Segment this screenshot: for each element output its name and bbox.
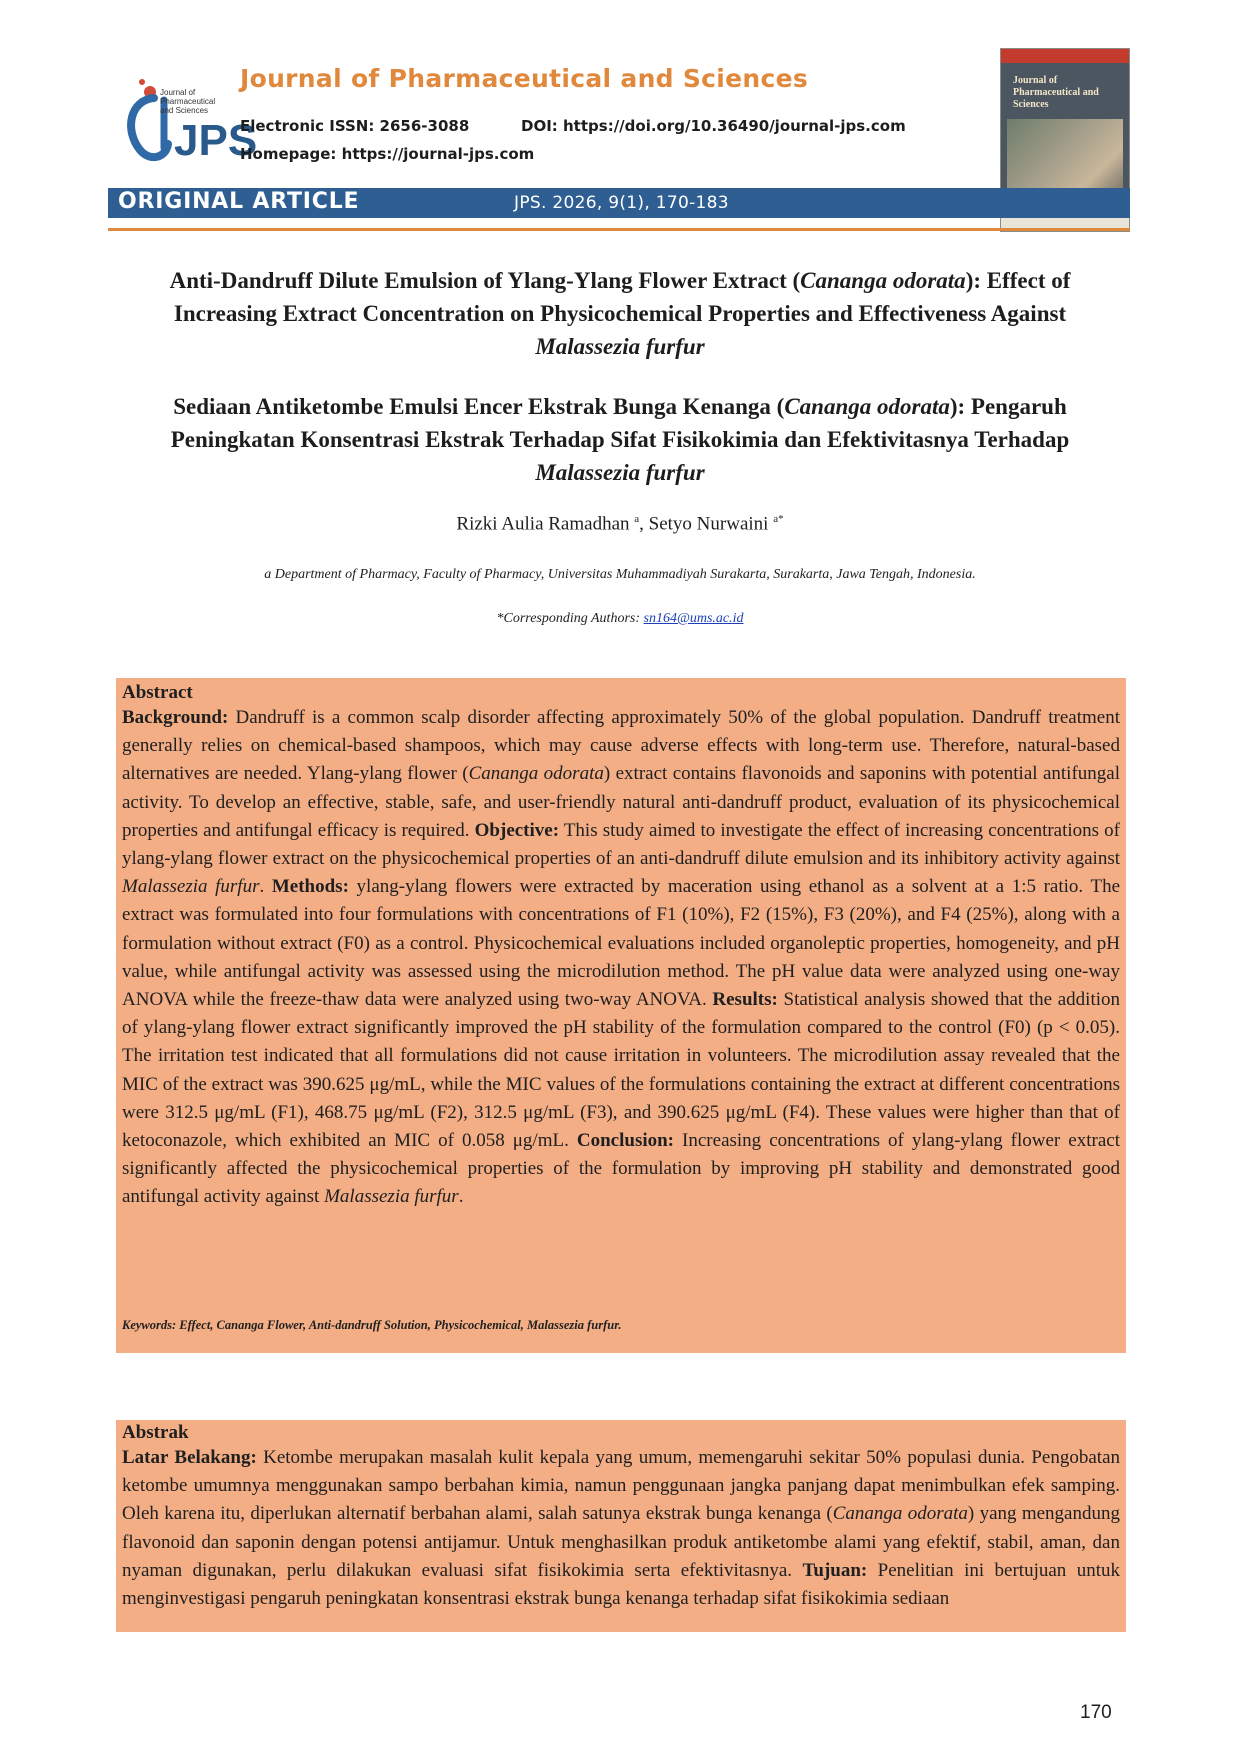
title-en-part1: Anti-Dandruff Dilute Emulsion of Ylang-Ylang Flower Extract ( <box>169 268 801 293</box>
abstract-text <box>122 704 1120 1212</box>
header-divider <box>108 228 1130 231</box>
corresponding-email-link[interactable]: sn164@ums.ac.id <box>643 611 744 626</box>
author-affiliation-mark: a* <box>773 513 784 525</box>
methods-label: Methods: <box>271 876 349 898</box>
background-text: Dandruff is a common scalp disorder affecting approximately 50% of the global population. Dandruff treatment generally relies on chemical-based shampoos, which may cause adverse effects with long-term use. Therefore, natural-based alternatives are needed. Ylang-ylang flower ( <box>122 707 1120 785</box>
background-text: ) extract contains flavonoids and saponins with potential antifungal activity. To develop an effective, stable, safe, and user-friendly natural anti-dandruff product, evaluation of its physicochemical properties and antifungal efficacy is required. <box>122 763 1120 841</box>
title-id-organism: Malassezia furfur <box>535 460 705 485</box>
conclusion-label: Conclusion: <box>576 1130 675 1152</box>
logo-small-text: Journal of Pharmaceutical and Sciences <box>160 88 216 115</box>
title-en-part2: ): Effect of Increasing Extract Concentration on Physicochemical Properties and Effectiveness Against <box>173 268 1071 326</box>
conclusion-text: . <box>458 1186 464 1208</box>
latar-belakang-text: Ketombe merupakan masalah kulit kepala yang umum, memengaruhi sekitar 50% populasi dunia. Pengobatan ketombe umumnya menggunakan sampo berbahan kimia, namun penggunaan jangka panjang dapat menimbulkan efek samping. Oleh karena itu, diperlukan alternatif berbahan alami, salah satunya ekstrak bunga kenanga ( <box>122 1447 1121 1525</box>
title-id-part2: ): Pengaruh Peningkatan Konsentrasi Ekstrak Terhadap Sifat Fisikokimia dan Efektivitasnya Terhadap <box>170 394 1070 452</box>
keywords-label: Keywords <box>122 1318 172 1332</box>
citation-reference: JPS. 2026, 9(1), 170-183 <box>514 193 729 213</box>
tujuan-text: Penelitian ini bertujuan untuk menginvestigasi pengaruh peningkatan konsentrasi ekstrak bunga kenanga terhadap sifat fisikokimia sediaan <box>122 1559 1120 1610</box>
cover-title: Journal of Pharmaceutical and Sciences <box>1013 75 1099 110</box>
article-type-label: ORIGINAL ARTICLE <box>118 189 360 214</box>
keywords-text: : Effect, Cananga Flower, Anti-dandruff Solution, Physicochemical, Malassezia furfur. <box>172 1318 622 1332</box>
author-list <box>120 513 1120 535</box>
logo-mark: JPS <box>174 116 258 165</box>
abstract-heading: Abstract <box>122 682 193 703</box>
electronic-issn: Electronic ISSN: 2656-3088 <box>240 117 470 135</box>
article-type-bar-end <box>996 188 1130 218</box>
title-indonesian <box>120 390 1120 489</box>
author-name: Rizki Aulia Ramadhan <box>456 513 630 535</box>
page-number: 170 <box>1080 1702 1112 1723</box>
title-en-organism: Malassezia furfur <box>535 334 705 359</box>
objective-label: Objective: <box>474 819 560 841</box>
abstrak-heading: Abstrak <box>122 1422 189 1443</box>
species-name: Cananga odorata <box>468 763 604 785</box>
latar-belakang-label: Latar Belakang: <box>122 1447 257 1468</box>
objective-text: This study aimed to investigate the effect of increasing concentrations of ylang-ylang flower extract on the physicochemical properties of an anti-dandruff dilute emulsion and its inhibitory activity against <box>122 819 1120 870</box>
journal-homepage[interactable]: Homepage: https://journal-jps.com <box>240 145 535 163</box>
journal-doi[interactable]: DOI: https://doi.org/10.36490/journal-jps.com <box>521 117 906 135</box>
title-en-species: Cananga odorata <box>800 268 966 293</box>
species-name: Cananga odorata <box>832 1503 968 1525</box>
corresponding-label: *Corresponding Authors: <box>496 611 644 626</box>
conclusion-text: Increasing concentrations of ylang-ylang flower extract significantly affected the physicochemical properties of the formulation by improving pH stability and demonstrated good antifungal activity against <box>122 1130 1120 1208</box>
background-label: Background: <box>122 707 229 728</box>
abstrak-text <box>122 1444 1120 1613</box>
journal-logo <box>120 70 258 166</box>
results-text: Statistical analysis showed that the addition of ylang-ylang flower extract significantly improved the pH stability of the formulation compared to the control (F0) (p < 0.05). The irritation test indicated that all formulations did not cause irritation in volunteers. The microdilution assay revealed that the MIC of the extract was 390.625 μg/mL, while the MIC values of the formulations containing the extract at different concentrations were 312.5 μg/mL (F1), 468.75 μg/mL (F2), 312.5 μg/mL (F3), and 390.625 μg/mL (F4). These values were higher than that of ketoconazole, which exhibited an MIC of 0.058 μg/mL. <box>122 989 1121 1152</box>
author-name: Setyo Nurwaini <box>648 513 769 535</box>
results-label: Results: <box>712 989 778 1011</box>
title-id-species: Cananga odorata <box>784 394 950 419</box>
organism-name: Malassezia furfur <box>122 876 260 898</box>
methods-text: ylang-ylang flowers were extracted by maceration using ethanol as a solvent at a 1:5 ratio. The extract was formulated into four formulations with concentrations of F1 (10%), F2 (15%), F3 (20%), and F4 (25%), along with a formulation without extract (F0) as a control. Physicochemical evaluations included organoleptic properties, homogeneity, and pH value, while antifungal activity was assessed using the microdilution method. The pH value data were analyzed using one-way ANOVA while the freeze-thaw data were analyzed using two-way ANOVA. <box>122 876 1120 1011</box>
tujuan-label: Tujuan: <box>802 1559 868 1581</box>
keywords <box>122 1318 1120 1333</box>
organism-name: Malassezia furfur <box>324 1186 459 1208</box>
author-separator: , <box>639 513 649 535</box>
cover-top-band <box>1001 49 1129 63</box>
corresponding-author <box>120 611 1120 627</box>
journal-title: Journal of Pharmaceutical and Sciences <box>240 64 809 93</box>
title-id-part1: Sediaan Antiketombe Emulsi Encer Ekstrak Bunga Kenanga ( <box>173 394 785 419</box>
author-affiliation-mark: a <box>634 513 640 525</box>
latar-belakang-text: ) yang mengandung flavonoid dan saponin dengan potensi antijamur. Untuk menghasilkan produk antiketombe alami yang efektif, stabil, aman, dan nyaman digunakan, perlu dilakukan evaluasi sifat fisikokimia serta efektivitasnya. <box>122 1503 1120 1581</box>
objective-text: . <box>259 876 272 898</box>
title-english <box>120 264 1120 363</box>
affiliation: a Department of Pharmacy, Faculty of Pharmacy, Universitas Muhammadiyah Surakarta, Surakarta, Jawa Tengah, Indonesia. <box>264 567 976 582</box>
